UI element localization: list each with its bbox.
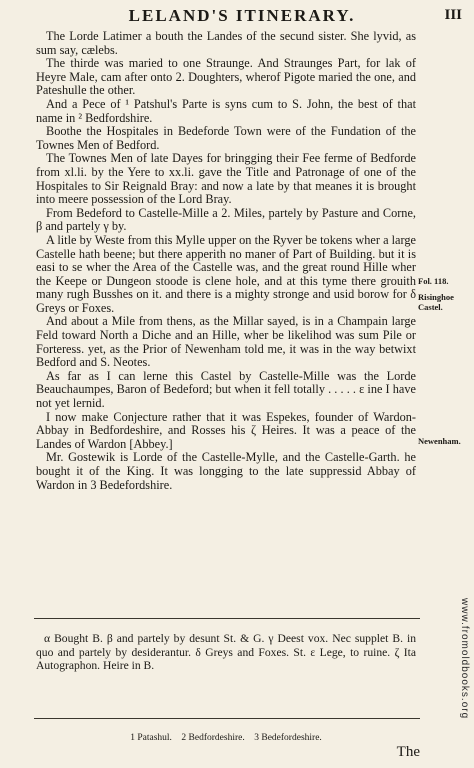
- paragraph: The Lorde Latimer a bouth the Landes of the secund sister. She lyvid, as sum say, cælebs.: [36, 29, 416, 57]
- paragraph: Boothe the Hospitales in Bedeforde Town were of the Fundation of the Townes Men of Bedford.: [36, 124, 416, 152]
- paragraph: And a Pece of ¹ Patshul's Parte is syns cum to S. John, the best of that name in ² Bedfordshire.: [36, 96, 416, 125]
- watermark: www.fromoldbooks.org: [459, 598, 470, 720]
- page-footnote: 2 Bedfordeshire.: [181, 733, 245, 743]
- paragraph: As far as I can lerne this Castel by Castelle-Mille was the Lorde Beauchaumpes, Baron of Bedeford; but when it fell totally . . . . . ε ine I have not yet lernid.: [36, 368, 416, 411]
- paragraph: The Townes Men of late Dayes for bringging their Fee ferme of Bedforde from xl.li. by the Yere to xx.li. gave the Title and Patronage of one of the Hospitales to Sir Reignald Bray: and now a late by that meanes it is brought into meere possession of the Lord Bray.: [36, 151, 416, 207]
- page-footnote: 1 Patashul.: [130, 733, 172, 743]
- paragraph: A litle by Weste from this Mylle upper on the Ryver be tokens wher a large Castelle hath beene; but there apperith no maner of Part of Building. but it is easi to se wher the Area of the Castelle was, and the great round Hille wher the Keepe or Dungeon stoode is clene hole, and at this tyme there grouith many rugh Busshes on it. and there is a mighty stronge and usid borow for δ Greys or Foxes.: [36, 232, 416, 315]
- paragraph: Mr. Gostewik is Lorde of the Castelle-Mylle, and the Castelle-Garth. he bought it of the King. It was longging to the late suppressid Abbay of Wardon in 3 Bedefordshire.: [36, 450, 416, 492]
- page-footnote-divider: [34, 718, 420, 719]
- page-footnotes: [36, 733, 416, 743]
- page-footnote: 3 Bedefordeshire.: [254, 733, 322, 743]
- page-number: III: [444, 7, 462, 23]
- margin-note-folio: Fol. 118.: [418, 276, 449, 286]
- margin-note-risinghoe: Risinghoe Castel.: [418, 292, 454, 312]
- editorial-footnotes: [36, 632, 416, 673]
- catchword: The: [396, 744, 420, 760]
- paragraph: And about a Mile from thens, as the Millar sayed, is in a Champain large Feld toward North a Diche and an Hille, wher be likelihod was sum Pile or Forteress. yet, as the Prior of Newenham told me, it was in the way betwixt Bedford and S. Neotes.: [36, 314, 416, 370]
- page-header: [22, 6, 462, 28]
- margin-note-newenham: Newenham.: [418, 436, 461, 446]
- footnote: α Bought B. β and partely by desunt St. & G. γ Deest vox. Nec supplet B. in quo and partely by desiderantur. δ Greys and Foxes. St. ε Lege, to ruine. ζ Ita Autographon. Heire in B.: [36, 632, 416, 672]
- running-title: LELAND'S ITINERARY.: [128, 6, 356, 25]
- paragraph: From Bedeford to Castelle-Mille a 2. Miles, partely by Pasture and Corne, β and partely γ by.: [36, 205, 416, 234]
- body-text: [36, 30, 416, 492]
- footnote-divider: [34, 618, 420, 619]
- paragraph: The thirde was maried to one Straunge. And Straunges Part, for lak of Heyre Male, cam after onto 2. Doughters, wherof Pigote maried the one, and Pateshulle the other.: [36, 56, 416, 98]
- paragraph: I now make Conjecture rather that it was Espekes, founder of Wardon-Abbay in Bedfordeshire, and Rosses his ζ Heires. It was a peace of the Landes of Wardon [Abbey.]: [36, 409, 416, 451]
